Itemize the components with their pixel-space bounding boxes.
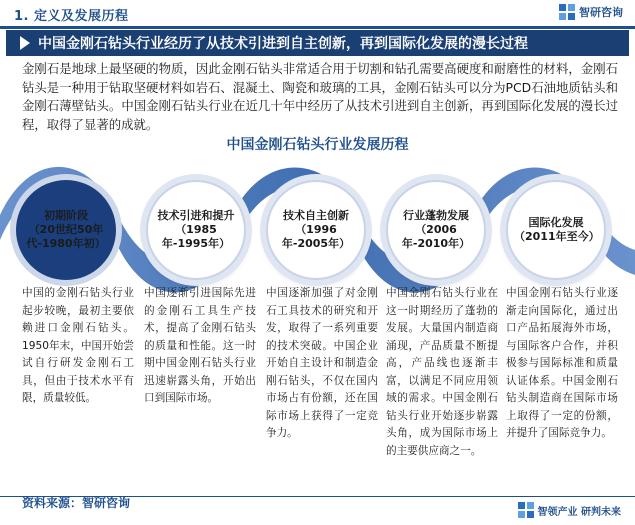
header-divider bbox=[0, 26, 635, 29]
stage-name: 初期阶段 bbox=[44, 209, 88, 222]
stage-description-2: 中国逐渐引进国际先进的金刚石工具生产技术，提高了金刚石钻头的质量和性能。这一时期中国金刚石钻头行业迅速崭露头角，开始出口到国际市场。 bbox=[144, 287, 256, 404]
stage-circle-2 bbox=[146, 180, 246, 280]
stage-period: （1996年-2005年） bbox=[281, 223, 351, 250]
stage-description-4: 中国金刚石钻头行业在这一时期经历了蓬勃的发展。大量国内制造商涌现，产品质量不断提高，产品线也逐渐丰富，以满足不同应用领域的需求。中国金刚石钻头行业开始逐步崭露头角，成为国际市场上的主要供应商之一。 bbox=[386, 287, 498, 457]
brand-logo-icon bbox=[559, 4, 575, 20]
title-banner bbox=[6, 30, 629, 56]
stage-period: （2006年-2010年） bbox=[401, 223, 471, 250]
timeline-title: 中国金刚石钻头行业发展历程 bbox=[226, 137, 409, 153]
footer-logo-icon bbox=[518, 502, 534, 518]
stage-circle-4 bbox=[386, 180, 486, 280]
stage-description-5: 中国金刚石钻头行业逐渐走向国际化，通过出口产品拓展海外市场，与国际客户合作，并积极参与国际标准和质量认证体系。中国金刚石钻头制造商在国际市场上取得了一定的份额，并提升了国际竞争力。 bbox=[506, 287, 618, 439]
footer-slogan: 智领产业 研判未来 bbox=[537, 506, 621, 518]
top-bar bbox=[0, 0, 635, 26]
stage-period: （1985年-1995年） bbox=[161, 223, 231, 250]
source-note: 资料来源：智研咨询 bbox=[22, 496, 131, 510]
stage-circle-1 bbox=[16, 180, 116, 280]
stage-name: 技术引进和提升 bbox=[157, 209, 235, 222]
stage-name: 国际化发展 bbox=[528, 216, 584, 229]
stage-description-3: 中国逐渐加强了对金刚石工具技术的研究和开发，取得了一系列重要的技术突破。中国企业开始自主设计和制造金刚石钻头，不仅在国内市场占有份额，还在国际市场上获得了一定竞争力。 bbox=[266, 287, 378, 439]
stage-circle-3 bbox=[266, 180, 366, 280]
stage-period: （20世纪50年代-1980年初） bbox=[26, 223, 106, 250]
banner-arrow-icon bbox=[20, 36, 30, 50]
stage-name: 行业蓬勃发展 bbox=[403, 209, 469, 222]
footer-logo bbox=[518, 502, 621, 518]
section-label: 1. 定义及发展历程 bbox=[14, 9, 129, 24]
stage-circle-5 bbox=[506, 180, 606, 280]
banner-title: 中国金刚石钻头行业经历了从技术引进到自主创新，再到国际化发展的漫长过程 bbox=[38, 36, 528, 52]
brand-name: 智研咨询 bbox=[579, 6, 623, 19]
stage-description-1: 中国的金刚石钻头行业起步较晚，最初主要依赖进口金刚石钻头。1950年末，中国开始尝试自行研发金刚石工具，但由于技术水平有限，质量较低。 bbox=[22, 287, 134, 404]
brand-logo bbox=[559, 4, 623, 20]
stage-period: （2011年至今） bbox=[514, 230, 600, 243]
stage-name: 技术自主创新 bbox=[283, 209, 349, 222]
intro-paragraph: 金刚石是地球上最坚硬的物质，因此金刚石钻头非常适合用于切割和钻孔需要高硬度和耐磨性的材料，金刚石钻头是一种用于钻取坚硬材料如岩石、混凝土、陶瓷和玻璃的工具，金刚石钻头可以分为PCD石油地质钻头和金刚石薄壁钻头。中国金刚石钻头行业在近几十年中经历了从技术引进到自主创新，再到国际化发展的漫长过程，取得了显著的成就。 bbox=[22, 61, 618, 132]
